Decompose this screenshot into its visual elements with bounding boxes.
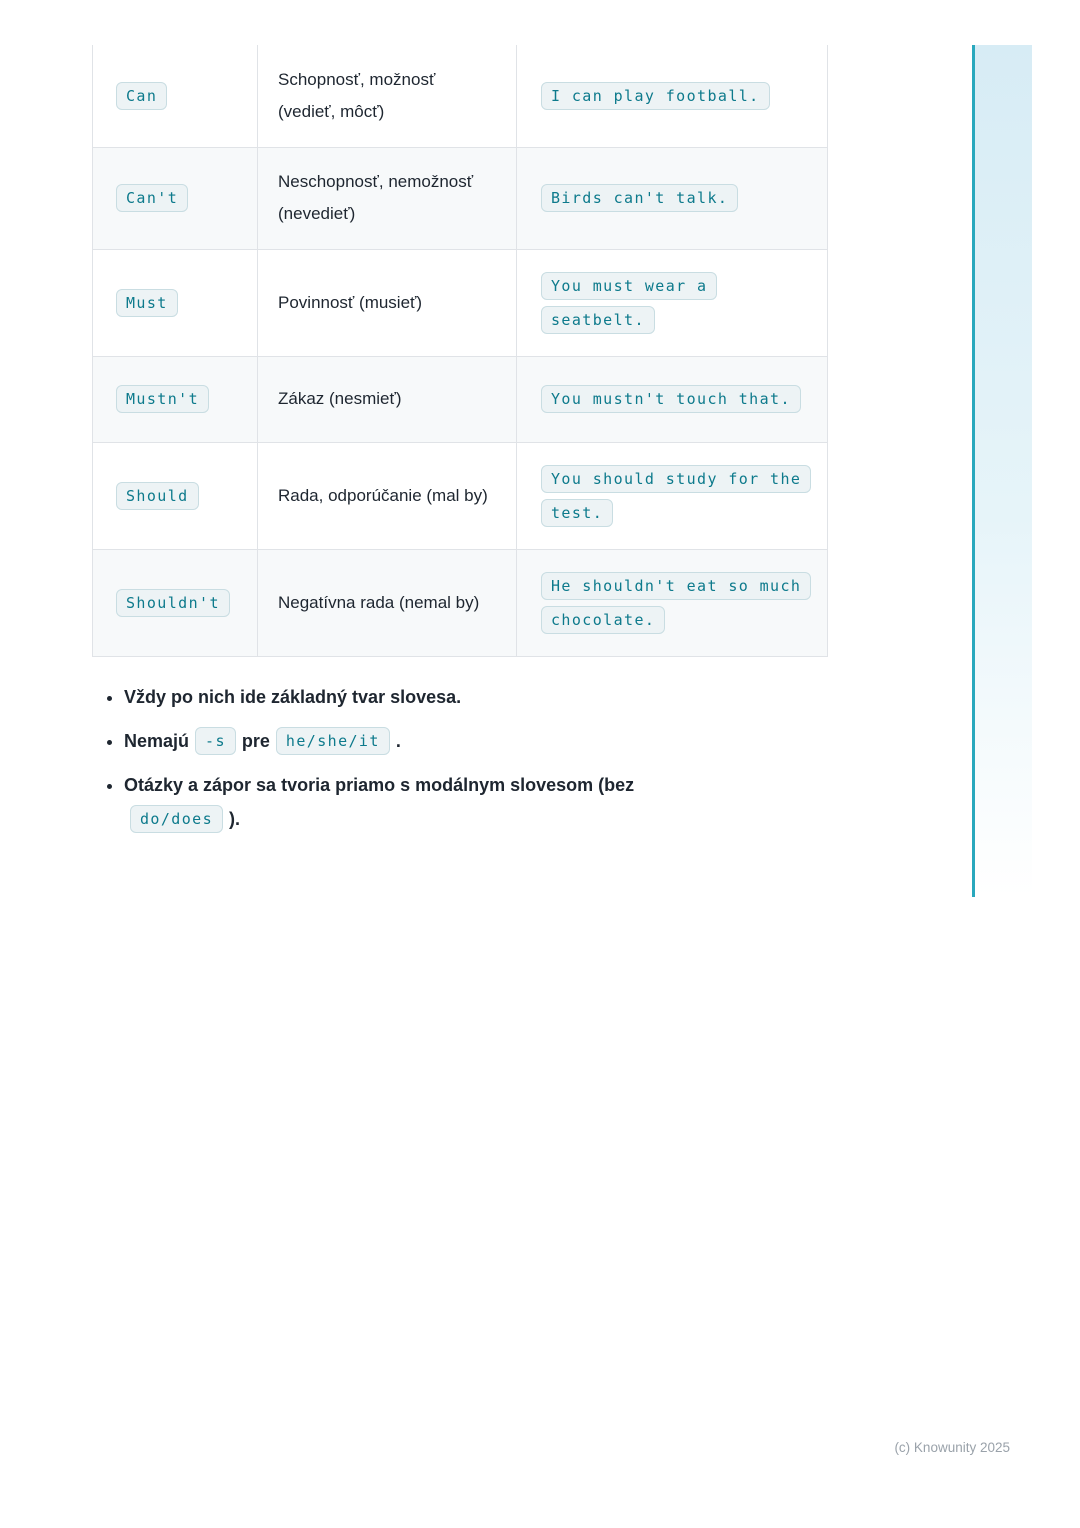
- meaning-cell: Rada, odporúčanie (mal by): [258, 442, 517, 549]
- example-badge: You mustn't touch that.: [541, 385, 801, 413]
- note-text: pre: [241, 731, 270, 751]
- note-text: .: [395, 731, 401, 751]
- note-text: Otázky a zápor sa tvoria priamo s modálnym slovesom (bez: [124, 775, 635, 795]
- note-item: [124, 680, 744, 714]
- note-text: Vždy po nich ide základný tvar slovesa.: [124, 687, 462, 707]
- modal-badge: Should: [116, 482, 199, 510]
- modal-badge: Shouldn't: [116, 589, 230, 617]
- meaning-cell: Neschopnosť, nemožnosť (nevedieť): [258, 147, 517, 249]
- modal-cell: [93, 549, 258, 656]
- example-cell: [517, 356, 828, 442]
- modal-cell: [93, 147, 258, 249]
- table-row: [93, 442, 828, 549]
- example-badge: I can play football.: [541, 82, 770, 110]
- table-row: [93, 356, 828, 442]
- example-badge: Birds can't talk.: [541, 184, 738, 212]
- example-badge: You should study for the: [541, 465, 811, 493]
- example-cell: [517, 45, 828, 147]
- modal-cell: [93, 442, 258, 549]
- meaning-cell: Negatívna rada (nemal by): [258, 549, 517, 656]
- modal-badge: Can: [116, 82, 167, 110]
- example-badge: You must wear a: [541, 272, 717, 300]
- modal-badge: Can't: [116, 184, 188, 212]
- inline-code-badge: do/does: [130, 805, 223, 833]
- example-cell: [517, 249, 828, 356]
- table-row: [93, 249, 828, 356]
- example-cell: [517, 549, 828, 656]
- page-edge-decoration: [972, 45, 1032, 897]
- modal-badge: Mustn't: [116, 385, 209, 413]
- table-row: [93, 147, 828, 249]
- modal-badge: Must: [116, 289, 178, 317]
- copyright-text: (c) Knowunity 2025: [894, 1440, 1010, 1455]
- meaning-cell: Schopnosť, možnosť (vedieť, môcť): [258, 45, 517, 147]
- inline-code-badge: he/she/it: [276, 727, 390, 755]
- example-cell: [517, 442, 828, 549]
- table-row: [93, 549, 828, 656]
- table-row: [93, 45, 828, 147]
- example-badge: test.: [541, 499, 613, 527]
- example-badge: seatbelt.: [541, 306, 655, 334]
- meaning-cell: Zákaz (nesmieť): [258, 356, 517, 442]
- note-item: [124, 724, 744, 758]
- example-cell: [517, 147, 828, 249]
- notes-list: [96, 680, 756, 846]
- meaning-cell: Povinnosť (musieť): [258, 249, 517, 356]
- inline-code-badge: -s: [195, 727, 236, 755]
- note-item: [124, 768, 744, 836]
- note-text: ).: [229, 809, 241, 829]
- modal-cell: [93, 356, 258, 442]
- note-line: [124, 802, 744, 836]
- modal-verbs-table: [92, 45, 828, 657]
- modal-cell: [93, 45, 258, 147]
- example-badge: He shouldn't eat so much: [541, 572, 811, 600]
- note-text: Nemajú: [124, 731, 190, 751]
- example-badge: chocolate.: [541, 606, 665, 634]
- modal-cell: [93, 249, 258, 356]
